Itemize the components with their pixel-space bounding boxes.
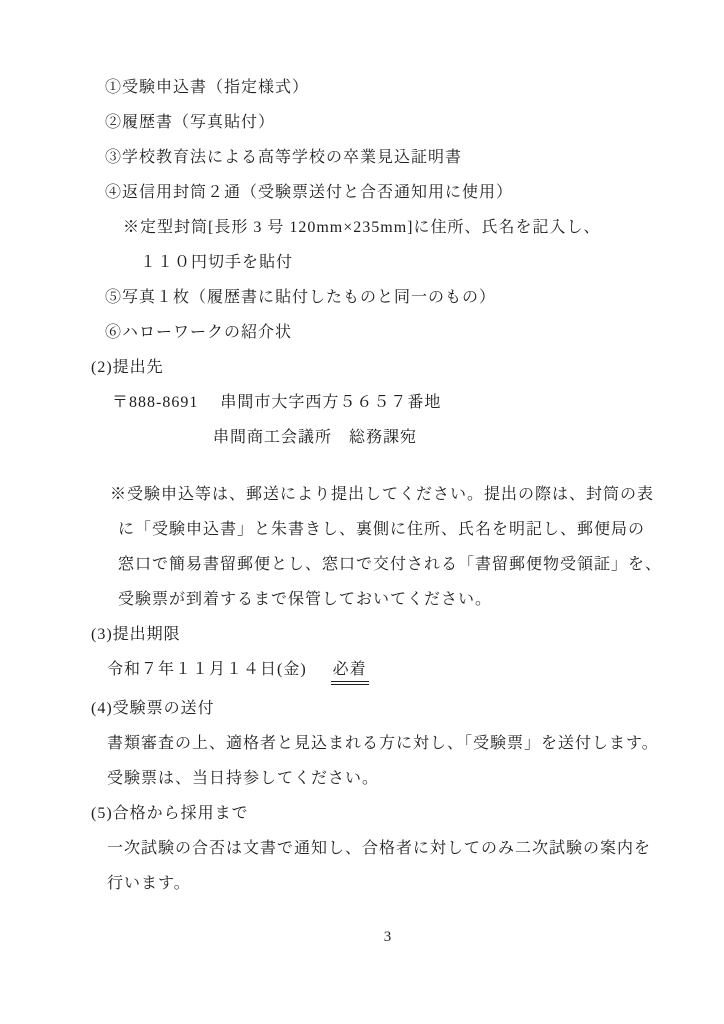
deadline-line — [91, 652, 684, 687]
attachment-item-5: ⑤写真１枚（履歴書に貼付したものと同一のもの） — [105, 289, 497, 306]
attachment-item-2: ②履歴書（写真貼付） — [105, 114, 276, 131]
section-heading-exam-ticket: (4)受験票の送付 — [91, 700, 215, 717]
section-heading-submission: (2)提出先 — [91, 359, 164, 376]
envelope-note-line-1: ※定型封筒[長形 3 号 120mm×235mm]に住所、氏名を記入し、 — [123, 219, 601, 236]
mailing-note-line-2: に「受験申込書」と朱書きし、裏側に住所、氏名を明記し、郵便局の — [118, 521, 646, 538]
address-line-2: 串間商工会議所 総務課宛 — [213, 429, 418, 446]
exam-ticket-line-1: 書類審査の上、適格者と見込まれる方に対し、「受験票」を送付します。 — [107, 735, 659, 752]
deadline-date: 令和７年１１月１４日(金) — [107, 661, 307, 678]
mailing-note-line-4: 受験票が到着するまで保管しておいてください。 — [118, 591, 493, 608]
attachment-item-1: ①受験申込書（指定様式） — [105, 79, 310, 96]
exam-ticket-line-2: 受験票は、当日持参してください。 — [107, 770, 380, 787]
page-number: 3 — [383, 929, 392, 945]
section-heading-pass-to-hire: (5)合格から採用まで — [91, 805, 249, 822]
attachment-item-3: ③学校教育法による高等学校の卒業見込証明書 — [105, 149, 463, 166]
address-line-1: 〒888-8691 串間市大字西方５６５７番地 — [112, 394, 442, 411]
section-heading-deadline: (3)提出期限 — [91, 626, 181, 643]
attachment-item-6: ⑥ハローワークの紹介状 — [105, 324, 293, 341]
envelope-note-line-2: １１０円切手を貼付 — [140, 254, 294, 271]
mailing-note-line-3: 窓口で簡易書留郵便とし、窓口で交付される「書留郵便物受領証」を、 — [118, 556, 663, 573]
attachment-item-4: ④返信用封筒２通（受験票送付と合否通知用に使用） — [105, 184, 514, 201]
deadline-emphasis: 必着 — [331, 659, 369, 685]
mailing-note-line-1: ※受験申込等は、郵送により提出してください。提出の際は、封筒の表 — [110, 486, 655, 503]
pass-to-hire-line-2: 行います。 — [107, 875, 191, 892]
pass-to-hire-line-1: 一次試験の合否は文書で通知し、合格者に対してのみ二次試験の案内を — [107, 840, 652, 857]
